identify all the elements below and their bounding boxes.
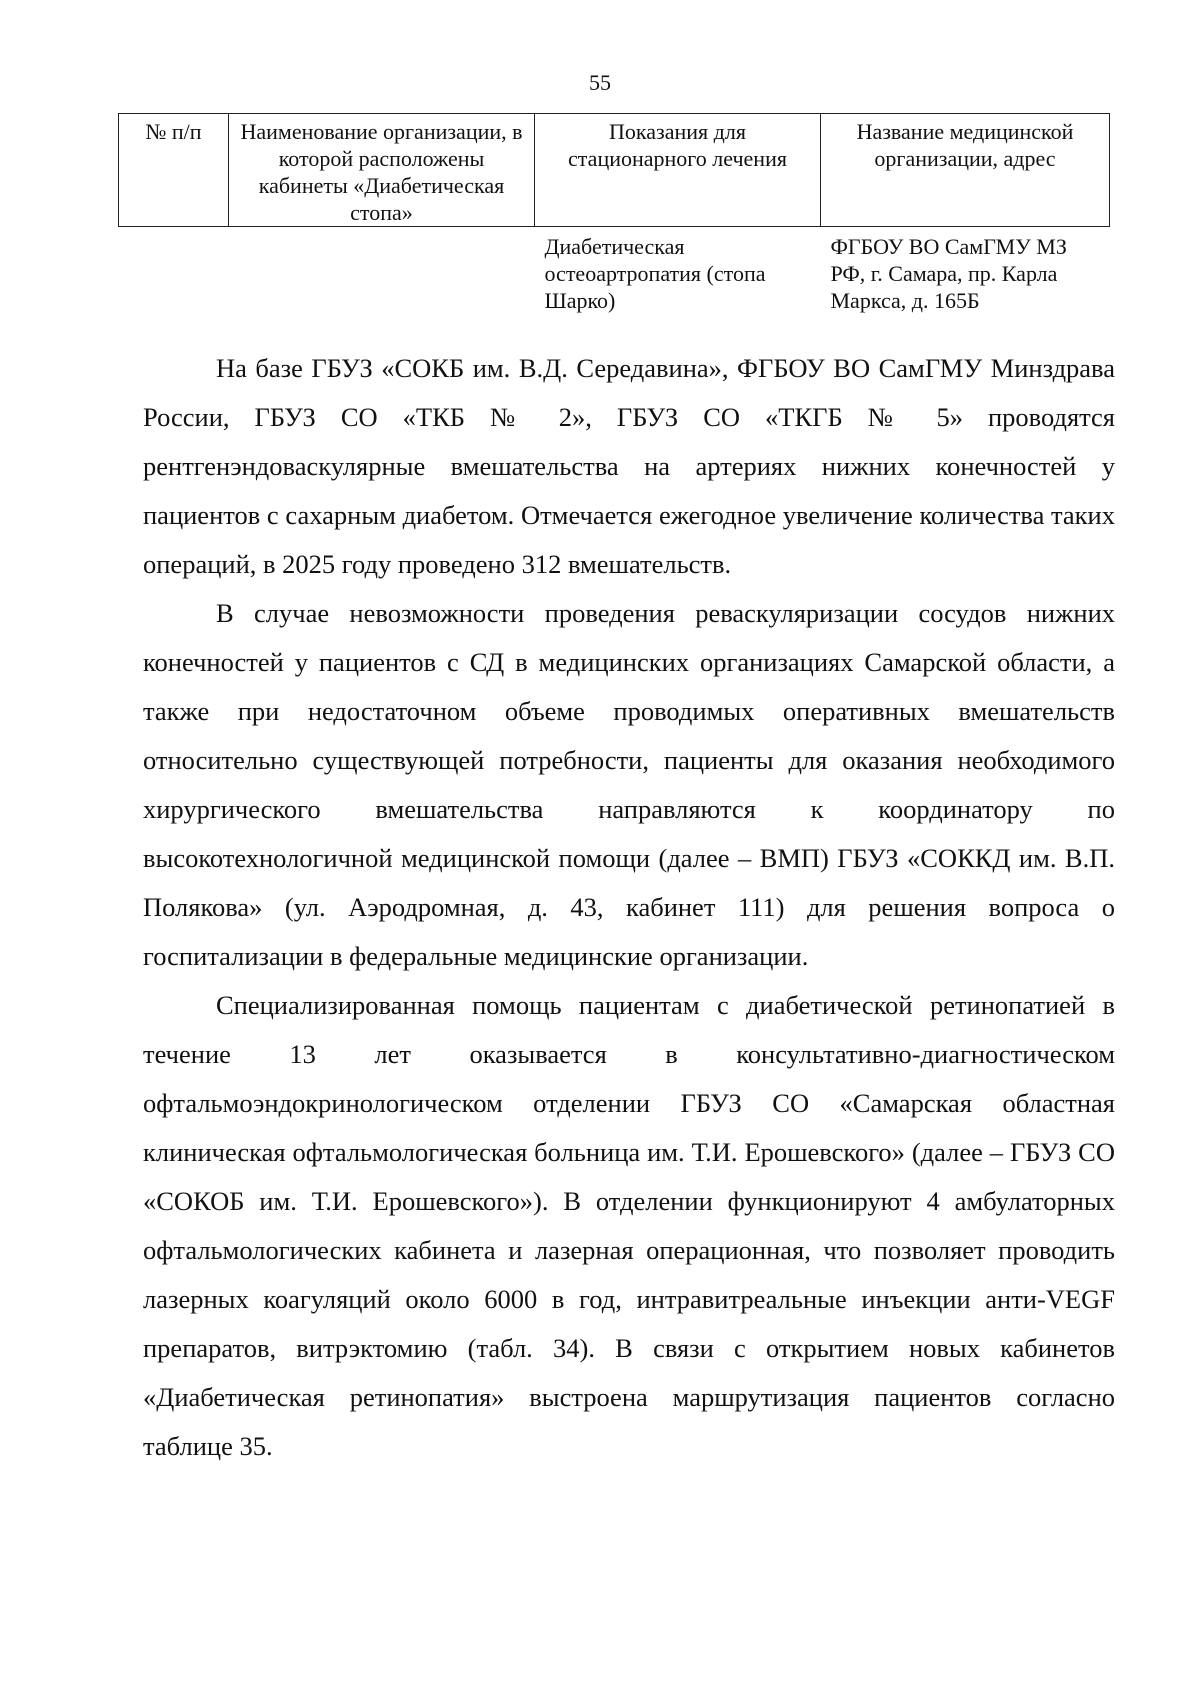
paragraph-revascularization: В случае невозможности проведения реваскуляризации сосудов нижних конечностей у пациентов с СД в медицинских организациях Самарской области, а также при недостаточном объеме проводимых оперативных вмешательств относительно существующей потребности, пациенты для оказания необходимого хирургического вмешательства направляются к координатору по высокотехнологичной медицинской помощи (далее – ВМП) ГБУЗ «СОККД им. В.П. Полякова» (ул. Аэродромная, д. 43, кабинет 111) для решения вопроса о госпитализации в федеральные медицинские организации. [143,598,1115,971]
table-header-row [119,114,1110,227]
header-indications: Показания для стационарного лечения [535,114,821,227]
referral-table [118,113,1110,314]
table-row [119,227,1110,315]
header-organization: Наименование организации, в которой расположены кабинеты «Диабетическая стопа» [229,114,535,227]
table-cell-indications: Диабетическая остеоартропатия (стопа Шарко) [544,234,766,313]
body-text [143,344,1115,1471]
table-cell-address: ФГБОУ ВО СамГМУ МЗ РФ, г. Самара, пр. Карла Маркса, д. 165Б [830,234,1067,313]
table-cell-organization [229,227,535,315]
paragraph-endovascular: На базе ГБУЗ «СОКБ им. В.Д. Середавина», ФГБОУ ВО СамГМУ Минздрава России, ГБУЗ СО «ТКБ № 2», ГБУЗ СО «ТКГБ № 5» проводятся рентгенэндоваскулярные вмешательства на артериях нижних конечностей у пациентов с сахарным диабетом. Отмечается ежегодное увеличение количества таких операций, в 2025 году проведено 312 вмешательств. [143,353,1115,579]
table-cell-number [119,227,229,315]
header-medical-org-address: Название медицинской организации, адрес [821,114,1110,227]
page-number: 55 [589,70,611,95]
paragraph-retinopathy: Специализированная помощь пациентам с диабетической ретинопатией в течение 13 лет оказывается в консультативно-диагностическом офтальмоэндокринологическом отделении ГБУЗ СО «Самарская областная клиническая офтальмологическая больница им. Т.И. Ерошевского» (далее – ГБУЗ СО «СОКОБ им. Т.И. Ерошевского»). В отделении функционируют 4 амбулаторных офтальмологических кабинета и лазерная операционная, что позволяет проводить лазерных коагуляций около 6000 в год, интравитреальные инъекции анти-VEGF препаратов, витрэктомию (табл. 34). В связи с открытием новых кабинетов «Диабетическая ретинопатия» выстроена маршрутизация пациентов согласно таблице 35. [143,990,1115,1461]
header-number: № п/п [119,114,229,227]
